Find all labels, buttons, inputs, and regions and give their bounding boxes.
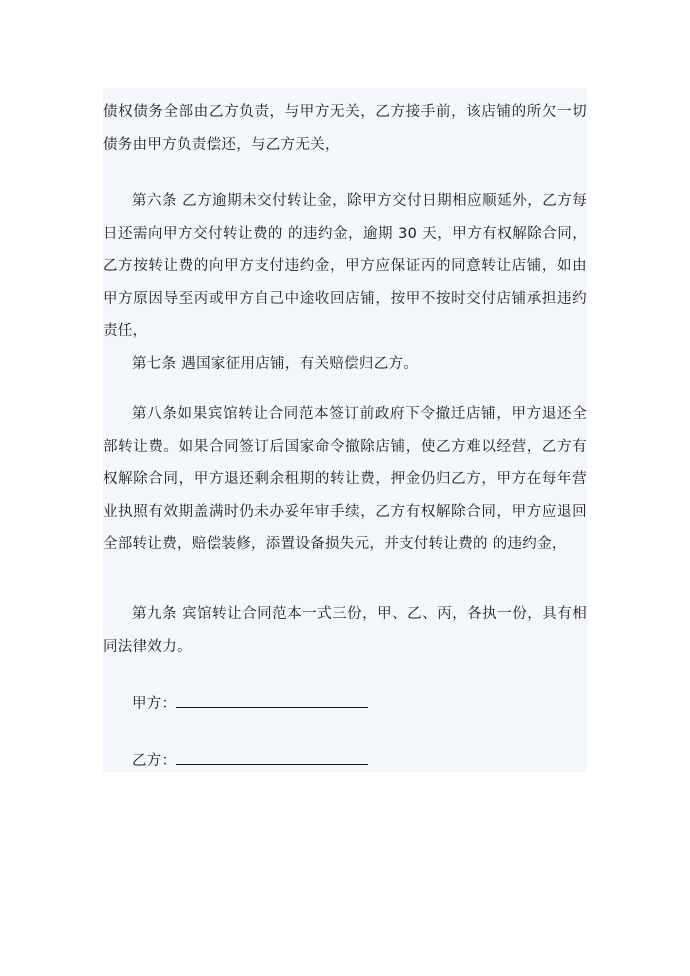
signature-party-a <box>132 693 368 714</box>
signature-party-b <box>132 750 368 771</box>
signature-party-a-label: 甲方： <box>132 696 177 712</box>
signature-party-a-blank <box>176 693 368 708</box>
signature-party-b-label: 乙方： <box>132 753 177 769</box>
signature-party-b-blank <box>176 750 368 765</box>
paragraph-debt-clause: 债权债务全部由乙方负责，与甲方无关，乙方接手前，该店铺的所欠一切债务由甲方负责偿还，与乙方无关， <box>103 104 587 153</box>
paragraph-article-6: 第六条 乙方逾期未交付转让金，除甲方交付日期相应顺延外，乙方每日还需向甲方交付转让费的 的违约金，逾期 30 天，甲方有权解除合同，乙方按转让费的向甲方支付违约金，甲方应保证丙的同意转让店铺，如由甲方原因导至丙或甲方自己中途收回店铺，按甲不按时交付店铺承担违约责任， <box>103 193 587 339</box>
paragraph-article-9: 第九条 宾馆转让合同范本一式三份，甲、乙、丙，各执一份，具有相同法律效力。 <box>103 606 587 655</box>
paragraph-article-8: 第八条如果宾馆转让合同范本签订前政府下令撤迁店铺，甲方退还全部转让费。如果合同签订后国家命令撤除店铺，使乙方难以经营，乙方有权解除合同，甲方退还剩余租期的转让费，押金仍归乙方，甲方在每年营业执照有效期盖满时仍未办妥年审手续，乙方有权解除合同，甲方应退回全部转让费，赔偿装修，添置设备损失元，并支付转让费的 的违约金， <box>103 406 587 552</box>
document-body <box>103 88 587 772</box>
paragraph-article-7: 第七条 遇国家征用店铺，有关赔偿归乙方。 <box>132 356 419 372</box>
